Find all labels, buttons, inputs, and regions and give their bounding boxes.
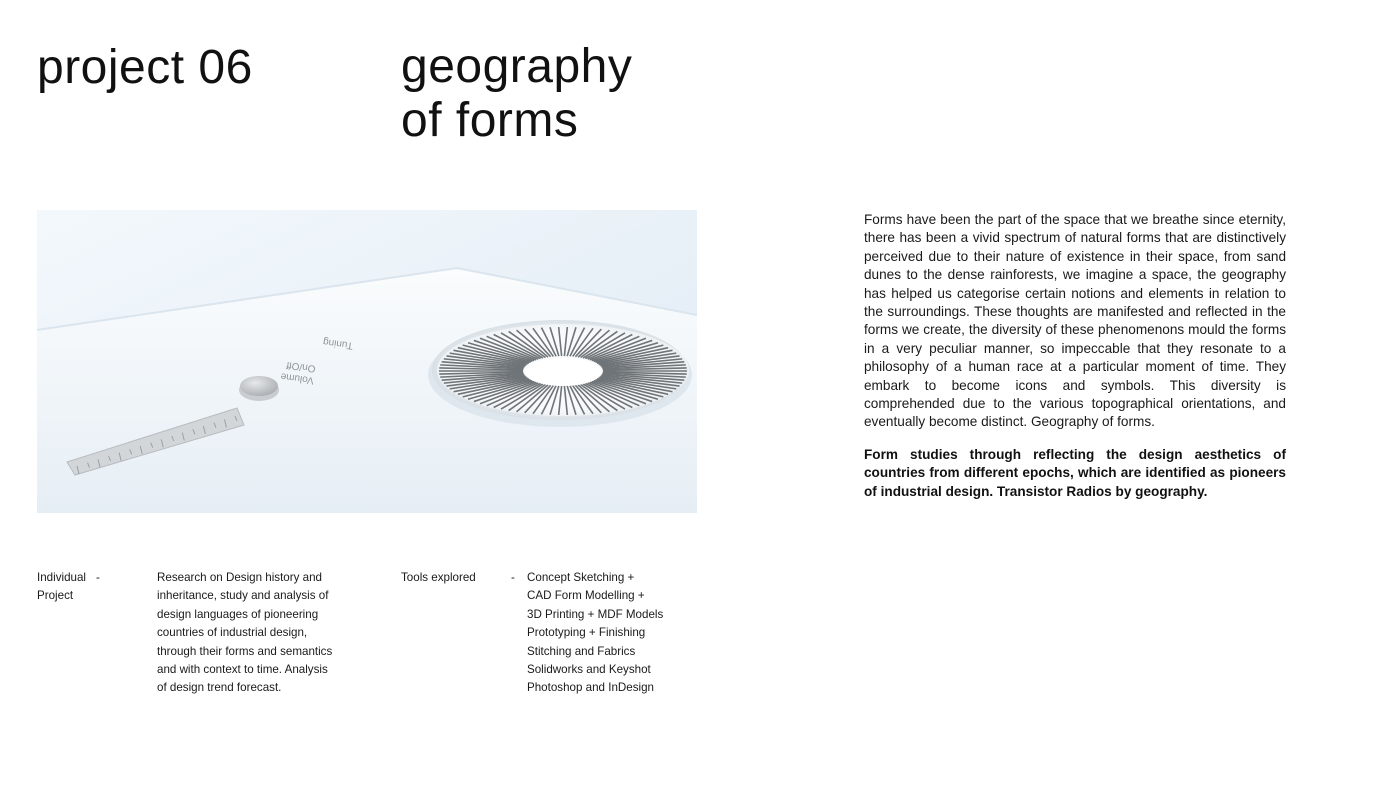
project-description <box>864 211 1286 515</box>
research-line: Research on Design history and <box>157 571 322 584</box>
tool-item: 3D Printing + MDF Models <box>527 607 664 621</box>
tools-label: Tools explored <box>401 571 476 584</box>
research-line: through their forms and semantics <box>157 644 333 658</box>
project-type-line-1: Individual <box>37 571 86 584</box>
knob-icon <box>240 376 278 396</box>
tools-dash: - <box>511 571 515 584</box>
tool-item: Stitching and Fabrics <box>527 644 636 658</box>
product-render-image <box>37 210 697 513</box>
device-label-power: On/Off <box>285 358 317 374</box>
project-type-dash: - <box>96 571 100 584</box>
tool-item: Photoshop and InDesign <box>527 681 654 695</box>
project-number: project 06 <box>37 41 253 94</box>
research-line: inheritance, study and analysis of <box>157 589 329 603</box>
tool-item: Concept Sketching + <box>527 571 635 584</box>
page-title <box>401 40 632 148</box>
research-line: of design trend forecast. <box>157 681 282 695</box>
research-line: design languages of pioneering <box>157 607 319 621</box>
tool-item: CAD Form Modelling + <box>527 589 645 603</box>
radio-render-illustration <box>37 210 697 513</box>
description-summary: Form studies through reflecting the design aesthetics of countries from different epochs, which are identified as pioneers of industrial design. Transistor Radios by geography. <box>864 446 1286 499</box>
device-label-volume: Volume <box>280 370 315 386</box>
title-line-2: of forms <box>401 94 579 147</box>
project-type <box>37 569 86 606</box>
research-line: and with context to time. Analysis <box>157 663 328 677</box>
description-paragraph: Forms have been the part of the space that we breathe since eternity, there has been a vivid spectrum of natural forms that are distinctively perceived due to their nature of existence in their space, from sand dunes to the dense rainforests, we imagine a space, the geography has helped us categorise certain notions and elements in relation to the surroundings. These thoughts are manifested and reflected in the forms we create, the diversity of these phenomenons mould the forms in a very peculiar manner, so impeccable that they resonate to a philosophy of a human race at a particular moment of time. They embark to become icons and symbols. This diversity is comprehended due to the various topographical orientations, and eventually become distinct. Geography of forms. <box>864 212 1286 430</box>
tool-item: Prototyping + Finishing <box>527 626 646 640</box>
speaker-grille <box>437 324 689 416</box>
research-line: countries of industrial design, <box>157 626 308 640</box>
research-summary <box>157 569 332 698</box>
project-type-line-2: Project <box>37 589 74 603</box>
tools-list <box>527 569 663 698</box>
tool-item: Solidworks and Keyshot <box>527 663 651 677</box>
device-label-tuning: Tuning <box>322 335 354 351</box>
title-line-1: geography <box>401 40 633 93</box>
